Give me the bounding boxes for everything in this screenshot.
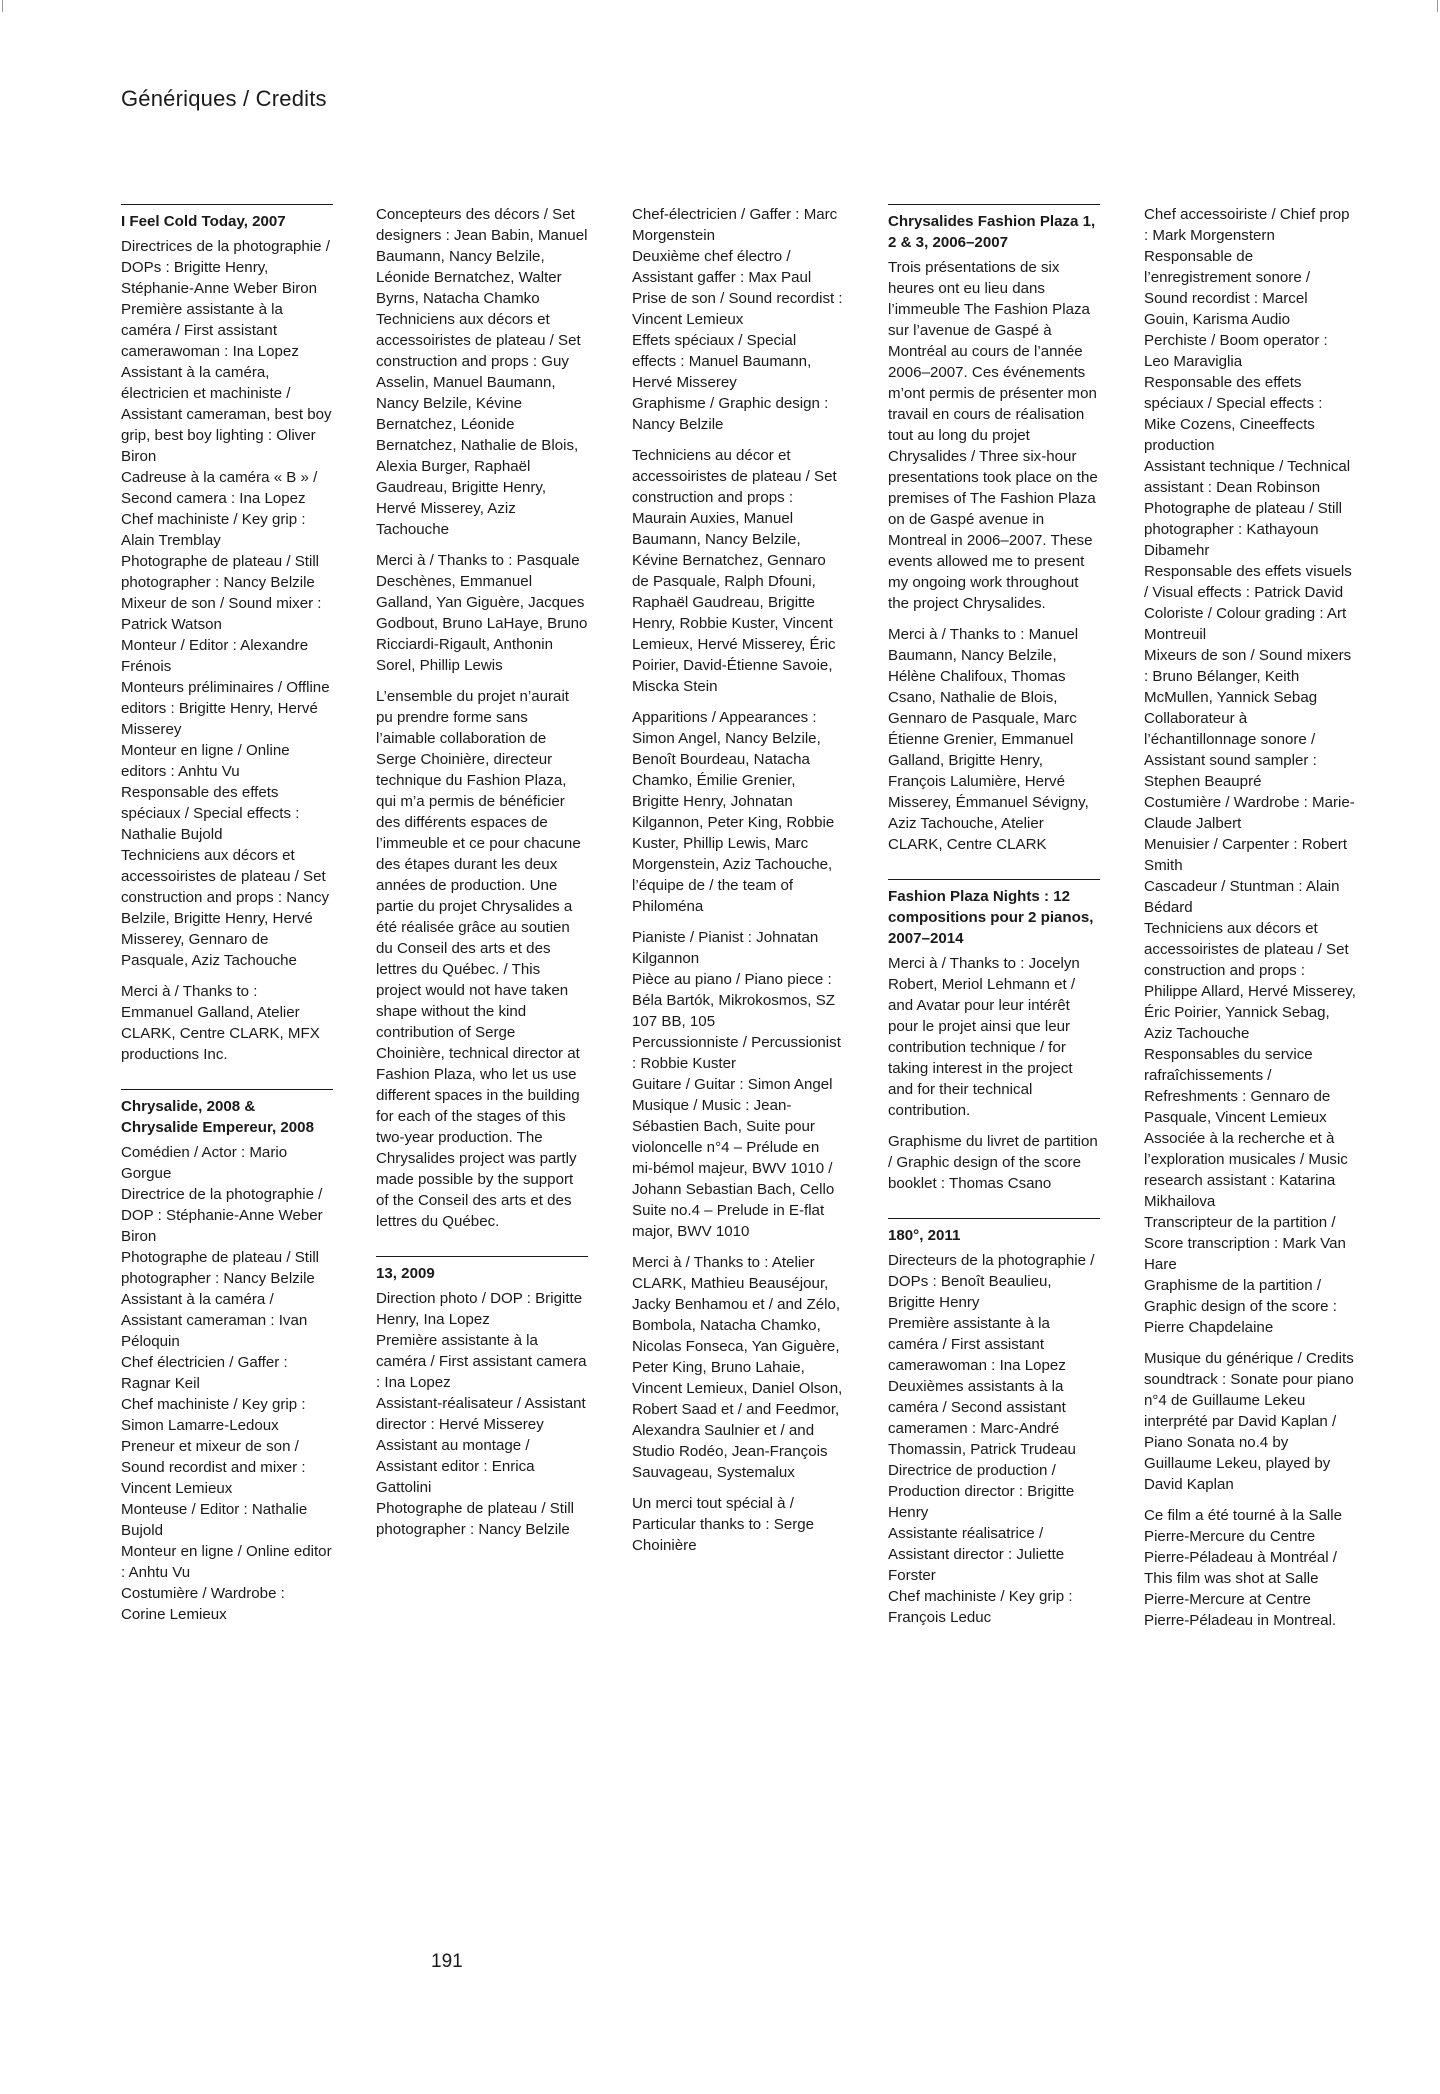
credit-paragraph: Chef-électricien / Gaffer : Marc Morgenstein Deuxième chef électro / Assistant gaffer : Max Paul Prise de son / Sound recordist : Vincent Lemieux Effets spéciaux / Special effects : Manuel Baumann, Hervé Misserey Graphisme / Graphic design : Nancy Belzile xyxy=(632,206,843,433)
section-title: Chrysalide, 2008 & Chrysalide Empereur, 2008 xyxy=(121,1098,314,1136)
credit-paragraph: Chef accessoiriste / Chief prop : Mark Morgenstern Responsable de l’enregistrement sonore / Sound recordist : Marcel Gouin, Karisma Audio Perchiste / Boom operator : Leo Maraviglia Responsable des effets spéciaux / Special effects : Mike Cozens, Cineeffects production Assistant technique / Technical assistant : Dean Robinson Photographe de plateau / Still photographer : Kathayoun Dibamehr Responsable des effets visuels / Visual effects : Patrick David Coloriste / Colour grading : Art Montreuil Mixeurs de son / Sound mixers : Bruno Bélanger, Keith McMullen, Yannick Sebag Collaborateur à l’échantillonnage sonore / Assistant sound sampler : Stephen Beaupré Costumière / Wardrobe : Marie-Claude Jalbert Menuisier / Carpenter : Robert Smith Cascadeur / Stuntman : Alain Bédard Techniciens aux décors et accessoiristes de plateau / Set construction and props : Philippe Allard, Hervé Misserey, Éric Poirier, Yannick Sebag, Aziz Tachouche Responsables du service rafraîchissements / Refreshments : Gennaro de Pasquale, Vincent Lemieux Associée à la recherche et à l’exploration musicales / Music research assistant : Katarina Mikhailova Transcripteur de la partition / Score transcription : Mark Van Hare Graphisme de la partition / Graphic design of the score : Pierre Chapdelaine xyxy=(1144,206,1356,1336)
credit-paragraph: Techniciens au décor et accessoiristes de plateau / Set construction and props : Maurain Auxies, Manuel Baumann, Nancy Belzile, Kévine Bernatchez, Gennaro de Pasquale, Ralph Dfouni, Raphaël Gaudreau, Brigitte Henry, Robbie Kuster, Vincent Lemieux, Hervé Misserey, Éric Poirier, David-Étienne Savoie, Miscka Stein xyxy=(632,447,837,695)
credit-paragraph: Merci à / Thanks to : Jocelyn Robert, Meriol Lehmann et / and Avatar pour leur intérêt pour le projet ainsi que leur contribution technique / for taking interest in the project and for their technical contribution. xyxy=(888,955,1080,1119)
credit-paragraph: Merci à / Thanks to : Manuel Baumann, Nancy Belzile, Hélène Chalifoux, Thomas Csano, Nathalie de Blois, Gennaro de Pasquale, Marc Étienne Grenier, Emmanuel Galland, Brigitte Henry, François Lalumière, Hervé Misserey, Émmanuel Sévigny, Aziz Tachouche, Atelier CLARK, Centre CLARK xyxy=(888,626,1089,853)
credit-paragraph: Apparitions / Appearances : Simon Angel, Nancy Belzile, Benoît Bourdeau, Natacha Chamko, Émilie Grenier, Brigitte Henry, Johnatan Kilgannon, Peter King, Robbie Kuster, Phillip Lewis, Marc Morgenstein, Aziz Tachouche, l’équipe de / the team of Philoména xyxy=(632,709,835,915)
credit-section xyxy=(888,204,1100,855)
credit-paragraph: Ce film a été tourné à la Salle Pierre-Mercure du Centre Pierre-Péladeau à Montréal / This film was shot at Salle Pierre-Mercure at Centre Pierre-Péladeau in Montreal. xyxy=(1144,1507,1343,1629)
credit-paragraph: Concepteurs des décors / Set designers : Jean Babin, Manuel Baumann, Nancy Belzile, Léonide Bernatchez, Walter Byrns, Natacha Chamko Techniciens aux décors et accessoiristes de plateau / Set construction and props : Guy Asselin, Manuel Baumann, Nancy Belzile, Kévine Bernatchez, Léonide Bernatchez, Nathalie de Blois, Alexia Burger, Raphaël Gaudreau, Brigitte Henry, Hervé Misserey, Aziz Tachouche xyxy=(376,206,588,538)
credit-section xyxy=(888,879,1100,1194)
section-title: I Feel Cold Today, 2007 xyxy=(121,213,286,230)
credit-section xyxy=(632,204,844,1556)
crop-mark-left xyxy=(2,0,3,12)
credit-section xyxy=(121,204,333,1065)
section-title: 13, 2009 xyxy=(376,1265,435,1282)
credit-paragraph: Directrices de la photographie / DOPs : Brigitte Henry, Stéphanie-Anne Weber Biron Première assistante à la caméra / First assistant camerawoman : Ina Lopez Assistant à la caméra, électricien et machiniste / Assistant cameraman, best boy grip, best boy lighting : Oliver Biron Cadreuse à la caméra « B » / Second camera : Ina Lopez Chef machiniste / Key grip : Alain Tremblay Photographe de plateau / Still photographer : Nancy Belzile Mixeur de son / Sound mixer : Patrick Watson Monteur / Editor : Alexandre Frénois Monteurs préliminaires / Offline editors : Brigitte Henry, Hervé Misserey Monteur en ligne / Online editors : Anhtu Vu Responsable des effets spéciaux / Special effects : Nathalie Bujold Techniciens aux décors et accessoiristes de plateau / Set construction and props : Nancy Belzile, Brigitte Henry, Hervé Misserey, Gennaro de Pasquale, Aziz Tachouche xyxy=(121,238,332,969)
credit-paragraph: Merci à / Thanks to : Pasquale Deschènes, Emmanuel Galland, Yan Giguère, Jacques Godbout, Bruno LaHaye, Bruno Ricciardi-Rigault, Anthonin Sorel, Phillip Lewis xyxy=(376,552,588,674)
credit-paragraph: Merci à / Thanks to : Emmanuel Galland, Atelier CLARK, Centre CLARK, MFX productions Inc. xyxy=(121,983,320,1063)
credit-section xyxy=(121,1089,333,1625)
section-title: Chrysalides Fashion Plaza 1, 2 & 3, 2006–2007 xyxy=(888,213,1096,251)
credit-paragraph: Merci à / Thanks to : Atelier CLARK, Mathieu Beauséjour, Jacky Benhamou et / and Zélo, Bombola, Natacha Chamko, Nicolas Fonseca, Yan Giguère, Peter King, Bruno Lahaie, Vincent Lemieux, Daniel Olson, Robert Saad et / and Feedmor, Alexandra Saulnier et / and Studio Rodéo, Jean-François Sauvageau, Systemalux xyxy=(632,1254,843,1481)
credit-paragraph: Graphisme du livret de partition / Graphic design of the score booklet : Thomas Csano xyxy=(888,1133,1098,1192)
credit-section xyxy=(376,1256,588,1540)
column-3 xyxy=(632,204,844,1580)
section-title: Fashion Plaza Nights : 12 compositions pour 2 pianos, 2007–2014 xyxy=(888,888,1094,947)
column-1 xyxy=(121,204,333,1649)
credit-paragraph: Direction photo / DOP : Brigitte Henry, Ina Lopez Première assistante à la caméra / First assistant camera : Ina Lopez Assistant-réalisateur / Assistant director : Hervé Misserey Assistant au montage / Assistant editor : Enrica Gattolini Photographe de plateau / Still photographer : Nancy Belzile xyxy=(376,1290,587,1538)
credit-paragraph: Comédien / Actor : Mario Gorgue Directrice de la photographie / DOP : Stéphanie-Anne Weber Biron Photographe de plateau / Still photographer : Nancy Belzile Assistant à la caméra / Assistant cameraman : Ivan Péloquin Chef électricien / Gaffer : Ragnar Keil Chef machiniste / Key grip : Simon Lamarre-Ledoux Preneur et mixeur de son / Sound recordist and mixer : Vincent Lemieux Monteuse / Editor : Nathalie Bujold Monteur en ligne / Online editor : Anhtu Vu Costumière / Wardrobe : Corine Lemieux xyxy=(121,1144,332,1623)
credit-section xyxy=(1144,204,1356,1631)
credit-paragraph: Trois présentations de six heures ont eu lieu dans l’immeuble The Fashion Plaza sur l’avenue de Gaspé à Montréal au cours de l’année 2006–2007. Ces événements m’ont permis de présenter mon travail en cours de réalisation tout au long du projet Chrysalides / Three six-hour presentations took place on the premises of The Fashion Plaza on de Gaspé avenue in Montreal in 2006–2007. These events allowed me to present my ongoing work throughout the project Chrysalides. xyxy=(888,259,1098,612)
column-4 xyxy=(888,204,1100,1652)
crop-mark-right xyxy=(1437,0,1438,12)
credit-paragraph: Un merci tout spécial à / Particular thanks to : Serge Choinière xyxy=(632,1495,815,1554)
credit-section xyxy=(376,204,588,1232)
column-5 xyxy=(1144,204,1356,1655)
column-2 xyxy=(376,204,588,1564)
page-title: Génériques / Credits xyxy=(121,86,327,111)
credit-section xyxy=(888,1218,1100,1628)
credit-paragraph: Pianiste / Pianist : Johnatan Kilgannon Pièce au piano / Piano piece : Béla Bartók, Mikrokosmos, SZ 107 BB, 105 Percussionniste / Percussionist : Robbie Kuster Guitare / Guitar : Simon Angel Musique / Music : Jean-Sébastien Bach, Suite pour violoncelle n°4 – Prélude en mi-bémol majeur, BWV 1010 / Johann Sebastian Bach, Cello Suite no.4 – Prelude in E-flat major, BWV 1010 xyxy=(632,929,841,1240)
section-title: 180°, 2011 xyxy=(888,1227,961,1244)
credit-paragraph: Directeurs de la photographie / DOPs : Benoît Beaulieu, Brigitte Henry Première assistante à la caméra / First assistant camerawoman : Ina Lopez Deuxièmes assistants à la caméra / Second assistant cameramen : Marc-André Thomassin, Patrick Trudeau Directrice de production / Production director : Brigitte Henry Assistante réalisatrice / Assistant director : Juliette Forster Chef machiniste / Key grip : François Leduc xyxy=(888,1252,1095,1626)
credit-paragraph: L’ensemble du projet n’aurait pu prendre forme sans l’aimable collaboration de Serge Choinière, directeur technique du Fashion Plaza, qui m’a permis de bénéficier des différents espaces de l’immeuble et ce pour chacune des étapes durant les deux années de production. Une partie du projet Chrysalides a été réalisée grâce au soutien du Conseil des arts et des lettres du Québec. / This project would not have taken shape without the kind contribution of Serge Choinière, technical director at Fashion Plaza, who let us use different spaces in the building for each of the stages of this two-year production. The Chrysalides project was partly made possible by the support of the Conseil des arts et des lettres du Québec. xyxy=(376,688,581,1230)
page-number: 191 xyxy=(431,1951,463,1972)
credit-paragraph: Musique du générique / Credits soundtrack : Sonate pour piano n°4 de Guillaume Lekeu interprété par David Kaplan / Piano Sonata no.4 by Guillaume Lekeu, played by David Kaplan xyxy=(1144,1350,1354,1493)
